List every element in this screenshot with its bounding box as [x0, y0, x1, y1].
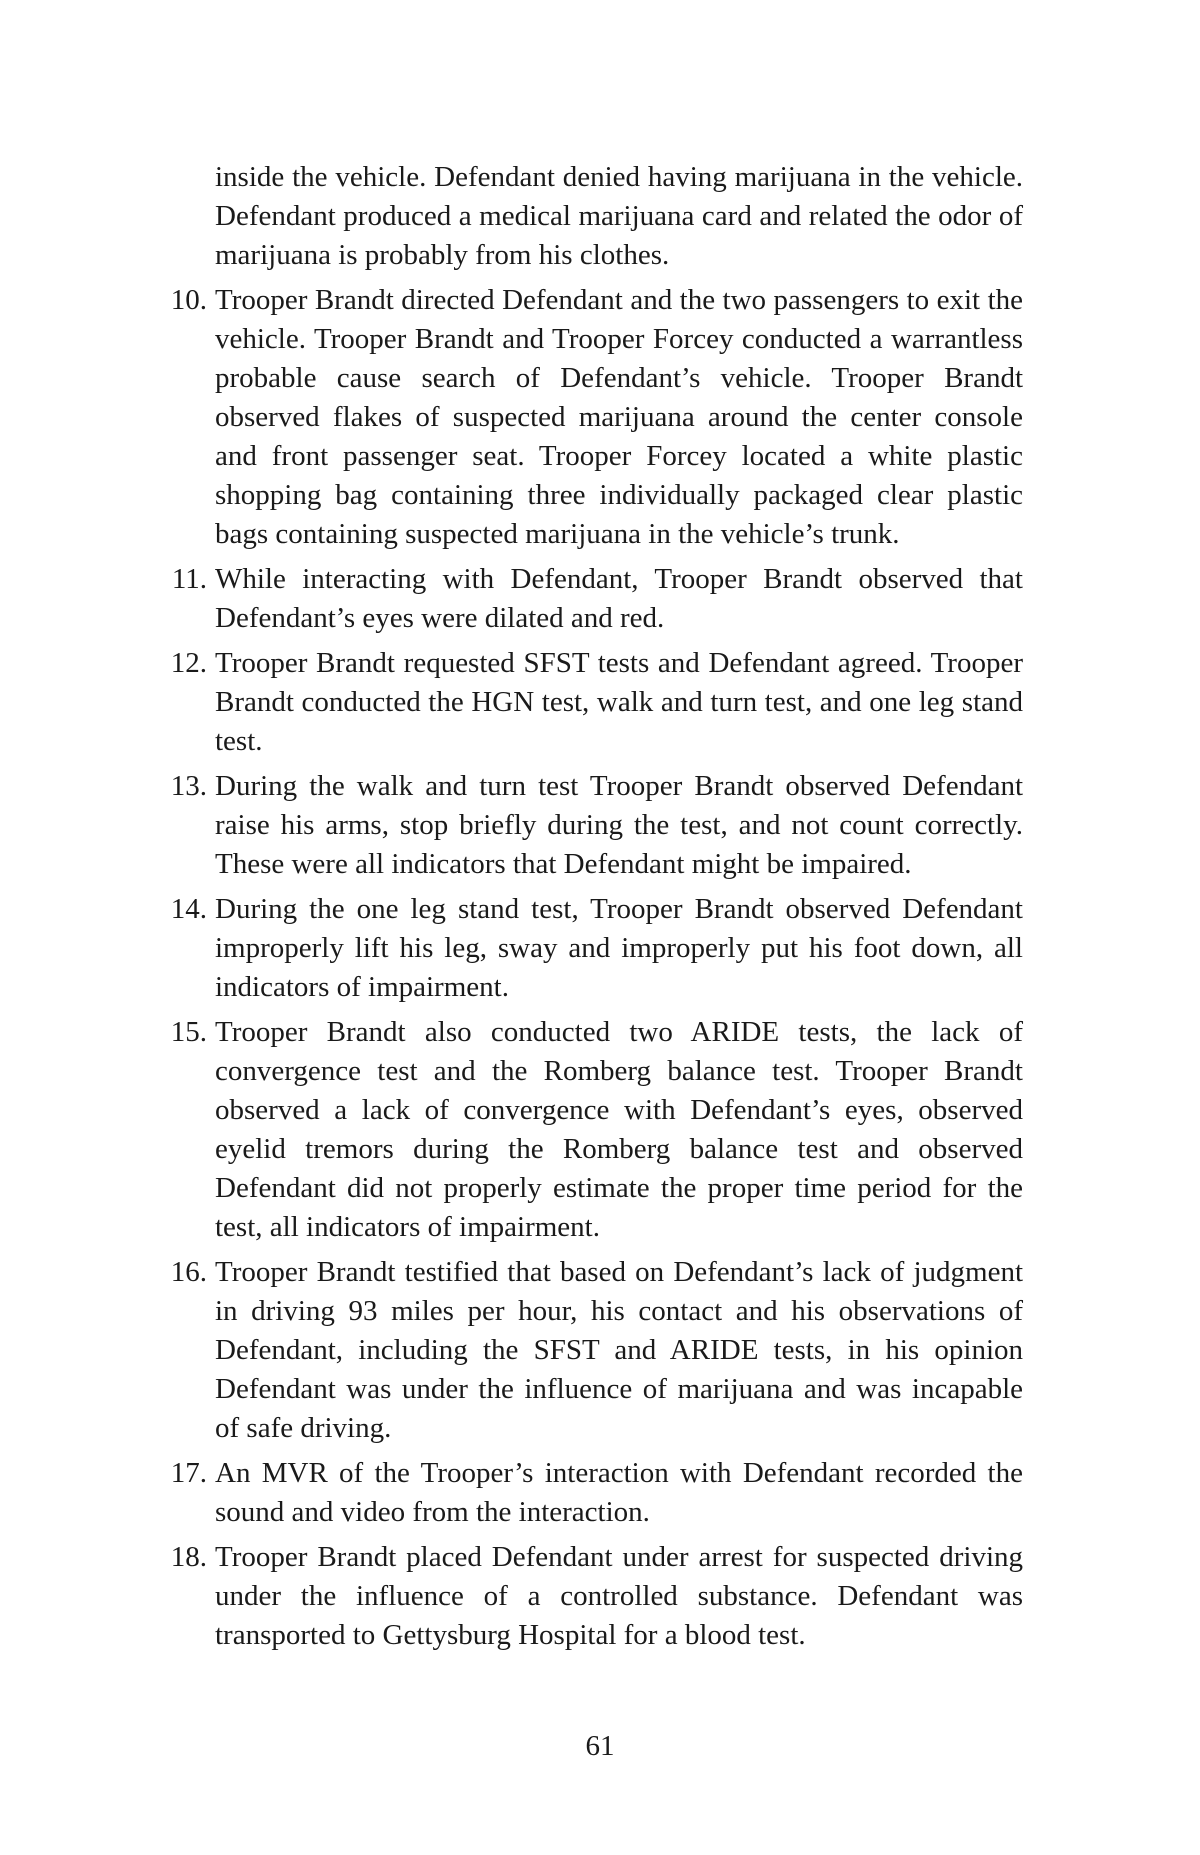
numbered-item-14 [170, 890, 1023, 1007]
item-number: 11. [171, 563, 207, 595]
numbered-item-16 [170, 1253, 1023, 1448]
item-number: 10. [170, 284, 207, 316]
item-text: Trooper Brandt testified that based on Defendant’s lack of judgment in driving 93 miles per hour, his contact and his observations of Defendant, including the SFST and ARIDE tests, in his opinion Defendant was under the influence of marijuana and was incapable of safe driving. [215, 1256, 1023, 1444]
document-body [170, 158, 1023, 1661]
item-text: Trooper Brandt requested SFST tests and Defendant agreed. Trooper Brandt conducted the HGN test, walk and turn test, and one leg stand test. [215, 647, 1023, 757]
item-text: Trooper Brandt directed Defendant and the two passengers to exit the vehicle. Trooper Brandt and Trooper Forcey conducted a warrantless probable cause search of Defendant’s vehicle. Trooper Brandt observed flakes of suspected marijuana around the center console and front passenger seat. Trooper Forcey located a white plastic shopping bag containing three individually packaged clear plastic bags containing suspected marijuana in the vehicle’s trunk. [215, 284, 1023, 550]
item-text: During the walk and turn test Trooper Brandt observed Defendant raise his arms, stop briefly during the test, and not count correctly. These were all indicators that Defendant might be impaired. [215, 770, 1023, 880]
item-text: During the one leg stand test, Trooper Brandt observed Defendant improperly lift his leg, sway and improperly put his foot down, all indicators of impairment. [215, 893, 1023, 1003]
page-number: 61 [585, 1730, 615, 1762]
item-number: 18. [170, 1541, 207, 1573]
numbered-item-11 [171, 560, 1023, 638]
item-number: 12. [170, 647, 207, 679]
numbered-item-12 [170, 644, 1023, 761]
numbered-item-13 [170, 767, 1023, 884]
item-text: Trooper Brandt placed Defendant under arrest for suspected driving under the influence of a controlled substance. Defendant was transported to Gettysburg Hospital for a blood test. [215, 1541, 1023, 1651]
numbered-item-17 [170, 1454, 1023, 1532]
item-number: 14. [170, 893, 207, 925]
item-text: An MVR of the Trooper’s interaction with Defendant recorded the sound and video from the interaction. [215, 1457, 1023, 1528]
item-number: 16. [170, 1256, 207, 1288]
item-number: 17. [170, 1457, 207, 1489]
numbered-item-15 [170, 1013, 1023, 1247]
item-text: Trooper Brandt also conducted two ARIDE tests, the lack of convergence test and the Romberg balance test. Trooper Brandt observed a lack of convergence with Defendant’s eyes, observed eyelid tremors during the Romberg balance test and observed Defendant did not properly estimate the proper time period for the test, all indicators of impairment. [215, 1016, 1023, 1243]
numbered-item-10 [170, 281, 1023, 554]
continuation-paragraph: inside the vehicle. Defendant denied having marijuana in the vehicle. Defendant produced a medical marijuana card and related the odor of marijuana is probably from his clothes. [215, 161, 1023, 271]
numbered-item-18 [170, 1538, 1023, 1655]
item-number: 13. [170, 770, 207, 802]
item-text: While interacting with Defendant, Trooper Brandt observed that Defendant’s eyes were dilated and red. [215, 563, 1023, 634]
item-number: 15. [170, 1016, 207, 1048]
